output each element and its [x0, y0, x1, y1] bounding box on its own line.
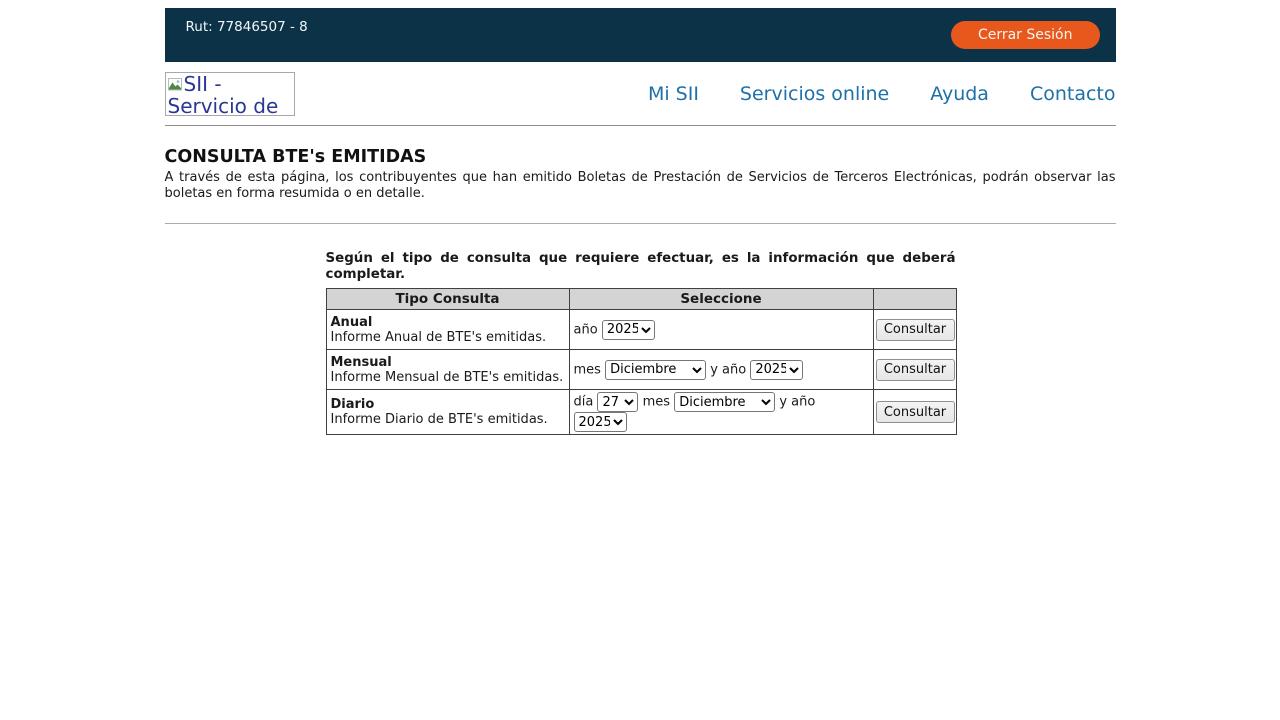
- broken-image-icon: [168, 73, 182, 95]
- month-label-mensual: mes: [573, 362, 601, 377]
- content-divider: [165, 223, 1116, 224]
- nav-mi-sii[interactable]: Mi SII: [647, 82, 699, 105]
- tipo-cell-anual: [326, 310, 569, 350]
- consulta-section: [326, 251, 956, 435]
- logo-alt-text: SII - Servicio de: [167, 71, 279, 116]
- table-row-mensual: [326, 350, 956, 390]
- tipo-description-mensual: Informe Mensual de BTE's emitidas.: [330, 369, 564, 385]
- session-bar: [165, 8, 1116, 62]
- sii-logo[interactable]: [165, 72, 295, 116]
- col-header-actions: [873, 289, 956, 310]
- tipo-label-anual: Anual: [330, 314, 373, 330]
- tipo-description-diario: Informe Diario de BTE's emitidas.: [330, 412, 548, 427]
- main-nav: [648, 83, 1116, 105]
- col-header-tipo-consulta: Tipo Consulta: [326, 289, 569, 310]
- tipo-cell-mensual: [326, 350, 569, 390]
- action-cell-anual: [873, 310, 956, 350]
- page-description: A través de esta página, los contribuyentes que han emitido Boletas de Prestación de Servicios de Terceros Electrónicas, podrán observar las boletas en forma resumida o en detalle.: [164, 170, 1116, 201]
- day-select-diario[interactable]: [597, 392, 638, 412]
- month-select-diario[interactable]: [674, 392, 775, 412]
- day-label-diario: día: [573, 394, 594, 410]
- page-title: CONSULTA BTE's EMITIDAS: [164, 147, 427, 167]
- action-cell-diario: [873, 390, 956, 435]
- logout-button[interactable]: Cerrar Sesión: [951, 21, 1100, 49]
- seleccione-cell-mensual: [569, 350, 873, 390]
- year-label-mensual: y año: [710, 362, 747, 377]
- col-header-seleccione: Seleccione: [569, 289, 873, 310]
- instructions-text: Según el tipo de consulta que requiere efectuar, es la información que deberá completar.: [325, 251, 956, 282]
- month-select-mensual[interactable]: [605, 360, 706, 380]
- table-header-row: [326, 289, 956, 310]
- consultar-button-anual[interactable]: Consultar: [876, 319, 955, 341]
- year-label-diario: y año: [779, 394, 816, 410]
- year-select-diario[interactable]: [574, 412, 627, 432]
- tipo-label-diario: Diario: [330, 397, 375, 412]
- tipo-label-mensual: Mensual: [330, 354, 392, 370]
- table-row-anual: [326, 310, 956, 350]
- tipo-cell-diario: [326, 390, 569, 435]
- page: [165, 8, 1116, 435]
- consultar-button-diario[interactable]: Consultar: [876, 401, 955, 423]
- nav-servicios-online[interactable]: Servicios online: [739, 82, 890, 105]
- consultar-button-mensual[interactable]: Consultar: [876, 359, 955, 381]
- table-row-diario: [326, 390, 956, 435]
- month-label-diario: mes: [642, 394, 671, 410]
- year-select-mensual[interactable]: [750, 360, 803, 380]
- header-divider: [165, 125, 1116, 126]
- rut-label: Rut: 77846507 - 8: [185, 19, 308, 35]
- action-cell-mensual: [873, 350, 956, 390]
- nav-contacto[interactable]: Contacto: [1029, 82, 1116, 105]
- year-select-anual[interactable]: [602, 320, 655, 340]
- seleccione-cell-diario: [569, 390, 873, 435]
- tipo-description-anual: Informe Anual de BTE's emitidas.: [330, 329, 547, 345]
- year-label-anual: año: [573, 322, 598, 337]
- consulta-table: [326, 288, 957, 435]
- site-header: [165, 62, 1116, 125]
- nav-ayuda[interactable]: Ayuda: [930, 82, 989, 105]
- seleccione-cell-anual: [569, 310, 873, 350]
